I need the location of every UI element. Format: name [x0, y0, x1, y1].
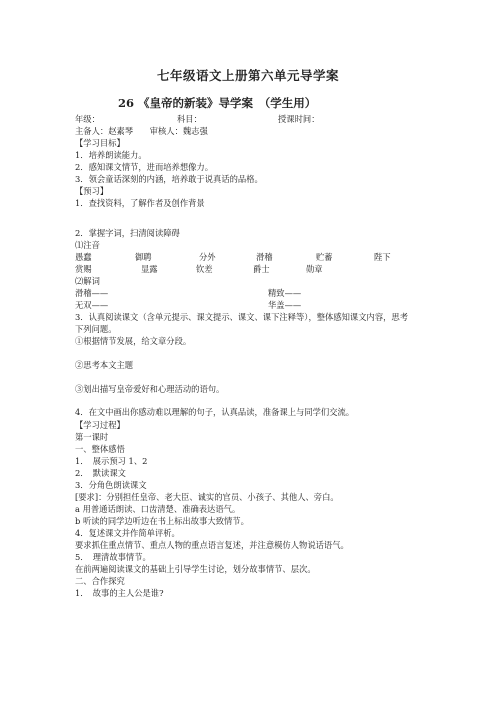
grade-label: 年级：: [75, 114, 100, 124]
subject-label: 科目：: [177, 114, 202, 124]
section-heading: 一、整体感悟: [75, 444, 125, 454]
explanation-item: 无双——: [75, 300, 109, 310]
pronunciation-label: ⑴注音: [75, 240, 100, 250]
explanation-item: 华盖——: [268, 300, 302, 310]
vocab-word: 御聘: [135, 252, 152, 262]
prep-info: 主备人：赵素琴 审核人：魏志强: [75, 126, 208, 136]
vocab-word: 愚蠢: [75, 252, 92, 262]
step-requirement: a 用普通话朗读、口齿清楚、准确表达语气。: [75, 504, 241, 514]
step-item: 5． 理清故事情节。: [75, 552, 151, 562]
step-item: 2． 默读课文: [75, 468, 126, 478]
preview-question: ①根据情节发展，给文章分段。: [75, 336, 192, 346]
vocab-word: 显露: [141, 264, 158, 274]
vocab-word: 贮蓄: [316, 252, 333, 262]
goals-heading: 【学习目标】: [75, 138, 125, 148]
preview-item: 3．认真阅读课文（含单元提示、课文提示、课文、课下注释等），整体感知课文内容，思考: [75, 312, 409, 322]
preview-item: 4．在文中画出你感动难以理解的句子，认真品读，准备课上与同学们交流。: [75, 407, 355, 417]
section-heading: 二、合作探究: [75, 576, 125, 586]
step-item: 1． 故事的主人公是谁?: [75, 588, 164, 598]
goal-item: 2．感知课文情节，进而培养想像力。: [75, 162, 214, 172]
preview-item: 1．查找资料，了解作者及创作背景: [75, 198, 205, 208]
preview-question: ②思考本文主题: [75, 360, 134, 370]
step-item: 3．分角色朗读课文: [75, 480, 147, 490]
explanation-label: ⑵解词: [75, 276, 100, 286]
explanation-item: 精致——: [268, 288, 302, 298]
vocab-word: 分外: [199, 252, 216, 262]
step-requirement: b 听读的同学边听边在书上标出故事大致情节。: [75, 516, 249, 526]
vocab-word: 赏赐: [75, 264, 92, 274]
step-requirement: 要求抓住重点情节、重点人物的重点语言复述，并注意模仿人物说话语气。: [75, 540, 349, 550]
goal-item: 1．培养朗读能力。: [75, 150, 147, 160]
preview-heading: 【预习】: [75, 186, 109, 196]
lesson-subtitle: 26 《皇帝的新装》导学案 （学生用）: [118, 96, 317, 110]
vocab-word: 爵士: [253, 264, 270, 274]
preview-item-continued: 下列问题。: [75, 324, 117, 334]
preview-question: ③划出描写皇帝爱好和心理活动的语句。: [75, 384, 225, 394]
lesson-label: 第一课时: [75, 432, 109, 442]
step-requirement: [要求]：分别担任皇帝、老大臣、诚实的官员、小孩子、其他人、旁白。: [75, 492, 339, 502]
goal-item: 3．领会童话深刻的内涵，培养敢于说真话的品格。: [75, 174, 263, 184]
step-requirement: 在前两遍阅读课文的基础上引导学生讨论，划分故事情节、层次。: [75, 564, 316, 574]
process-heading: 【学习过程】: [75, 420, 125, 430]
step-item: 4．复述课文并作简单评析。: [75, 528, 180, 538]
document-title: 七年级语文上册第六单元导学案: [156, 68, 339, 83]
vocab-word: 滑稽: [256, 252, 273, 262]
preview-item: 2．掌握字词，扫清阅读障碍: [75, 228, 180, 238]
vocab-word: 陛下: [374, 252, 391, 262]
vocab-word: 钦差: [196, 264, 213, 274]
step-item: 1． 展示预习 1、2: [75, 456, 148, 466]
explanation-item: 滑稽——: [75, 288, 109, 298]
vocab-word: 勋章: [306, 264, 323, 274]
time-label: 授课时间：: [278, 114, 320, 124]
